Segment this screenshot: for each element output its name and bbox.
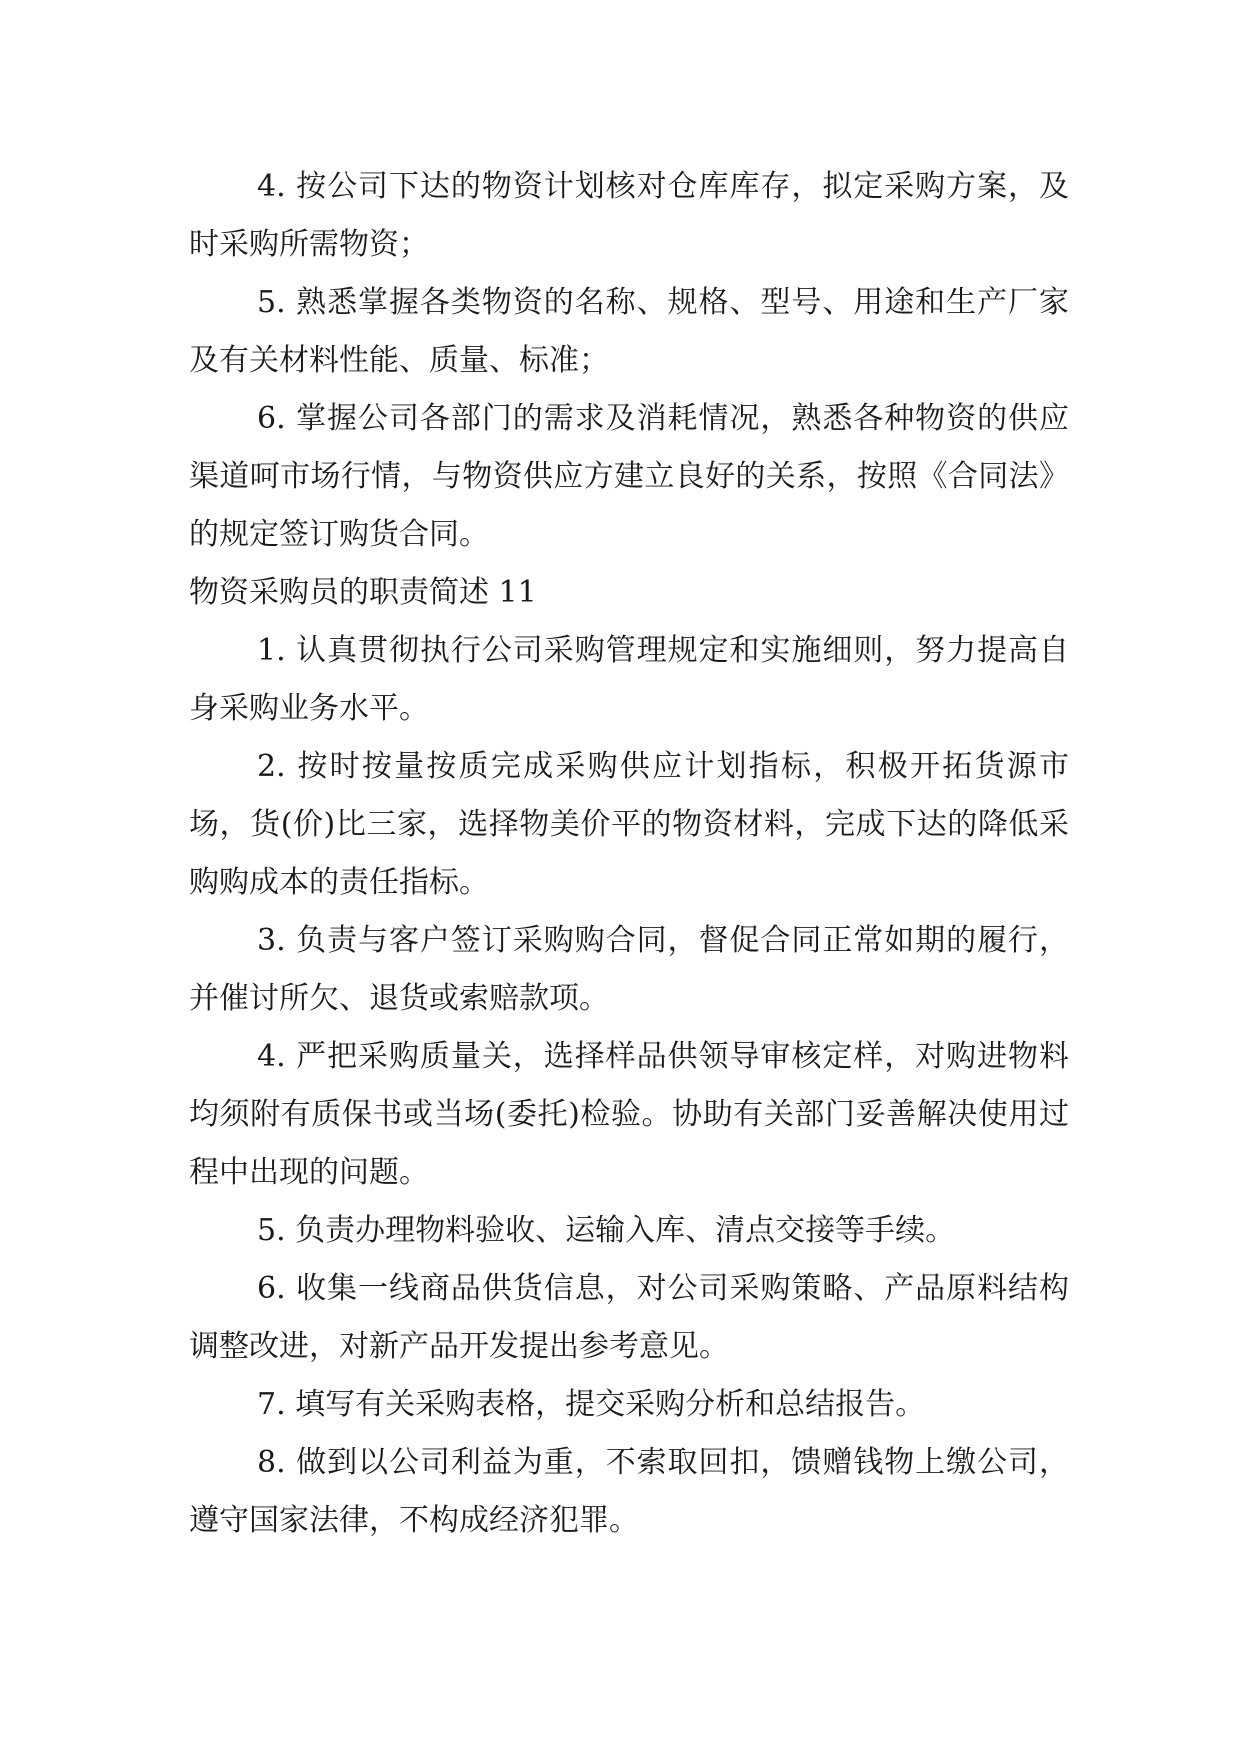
list-item: 8. 做到以公司利益为重，不索取回扣，馈赠钱物上缴公司，遵守国家法律，不构成经济犯罪。 bbox=[189, 1445, 1069, 1538]
list-item: 5. 负责办理物料验收、运输入库、清点交接等手续。 bbox=[257, 1213, 956, 1248]
document-body bbox=[189, 158, 1069, 1550]
section-heading: 物资采购员的职责简述 11 bbox=[189, 575, 537, 610]
list-item: 1. 认真贯彻执行公司采购管理规定和实施细则，努力提高自身采购业务水平。 bbox=[189, 633, 1069, 726]
list-item: 5. 熟悉掌握各类物资的名称、规格、型号、用途和生产厂家及有关材料性能、质量、标准； bbox=[189, 285, 1069, 378]
list-item: 6. 收集一线商品供货信息，对公司采购策略、产品原料结构调整改进，对新产品开发提出参考意见。 bbox=[189, 1271, 1069, 1364]
list-item: 3. 负责与客户签订采购购合同，督促合同正常如期的履行，并催讨所欠、退货或索赔款项。 bbox=[189, 923, 1069, 1016]
list-item: 4. 严把采购质量关，选择样品供领导审核定样，对购进物料均须附有质保书或当场(委托)检验。协助有关部门妥善解决使用过程中出现的问题。 bbox=[189, 1039, 1069, 1190]
list-item: 2. 按时按量按质完成采购供应计划指标，积极开拓货源市场，货(价)比三家，选择物美价平的物资材料，完成下达的降低采购购成本的责任指标。 bbox=[189, 749, 1069, 900]
list-item: 7. 填写有关采购表格，提交采购分析和总结报告。 bbox=[257, 1387, 926, 1422]
list-item: 4. 按公司下达的物资计划核对仓库库存，拟定采购方案，及时采购所需物资； bbox=[189, 169, 1069, 262]
list-item: 6. 掌握公司各部门的需求及消耗情况，熟悉各种物资的供应渠道呵市场行情，与物资供应方建立良好的关系，按照《合同法》的规定签订购货合同。 bbox=[189, 401, 1069, 552]
